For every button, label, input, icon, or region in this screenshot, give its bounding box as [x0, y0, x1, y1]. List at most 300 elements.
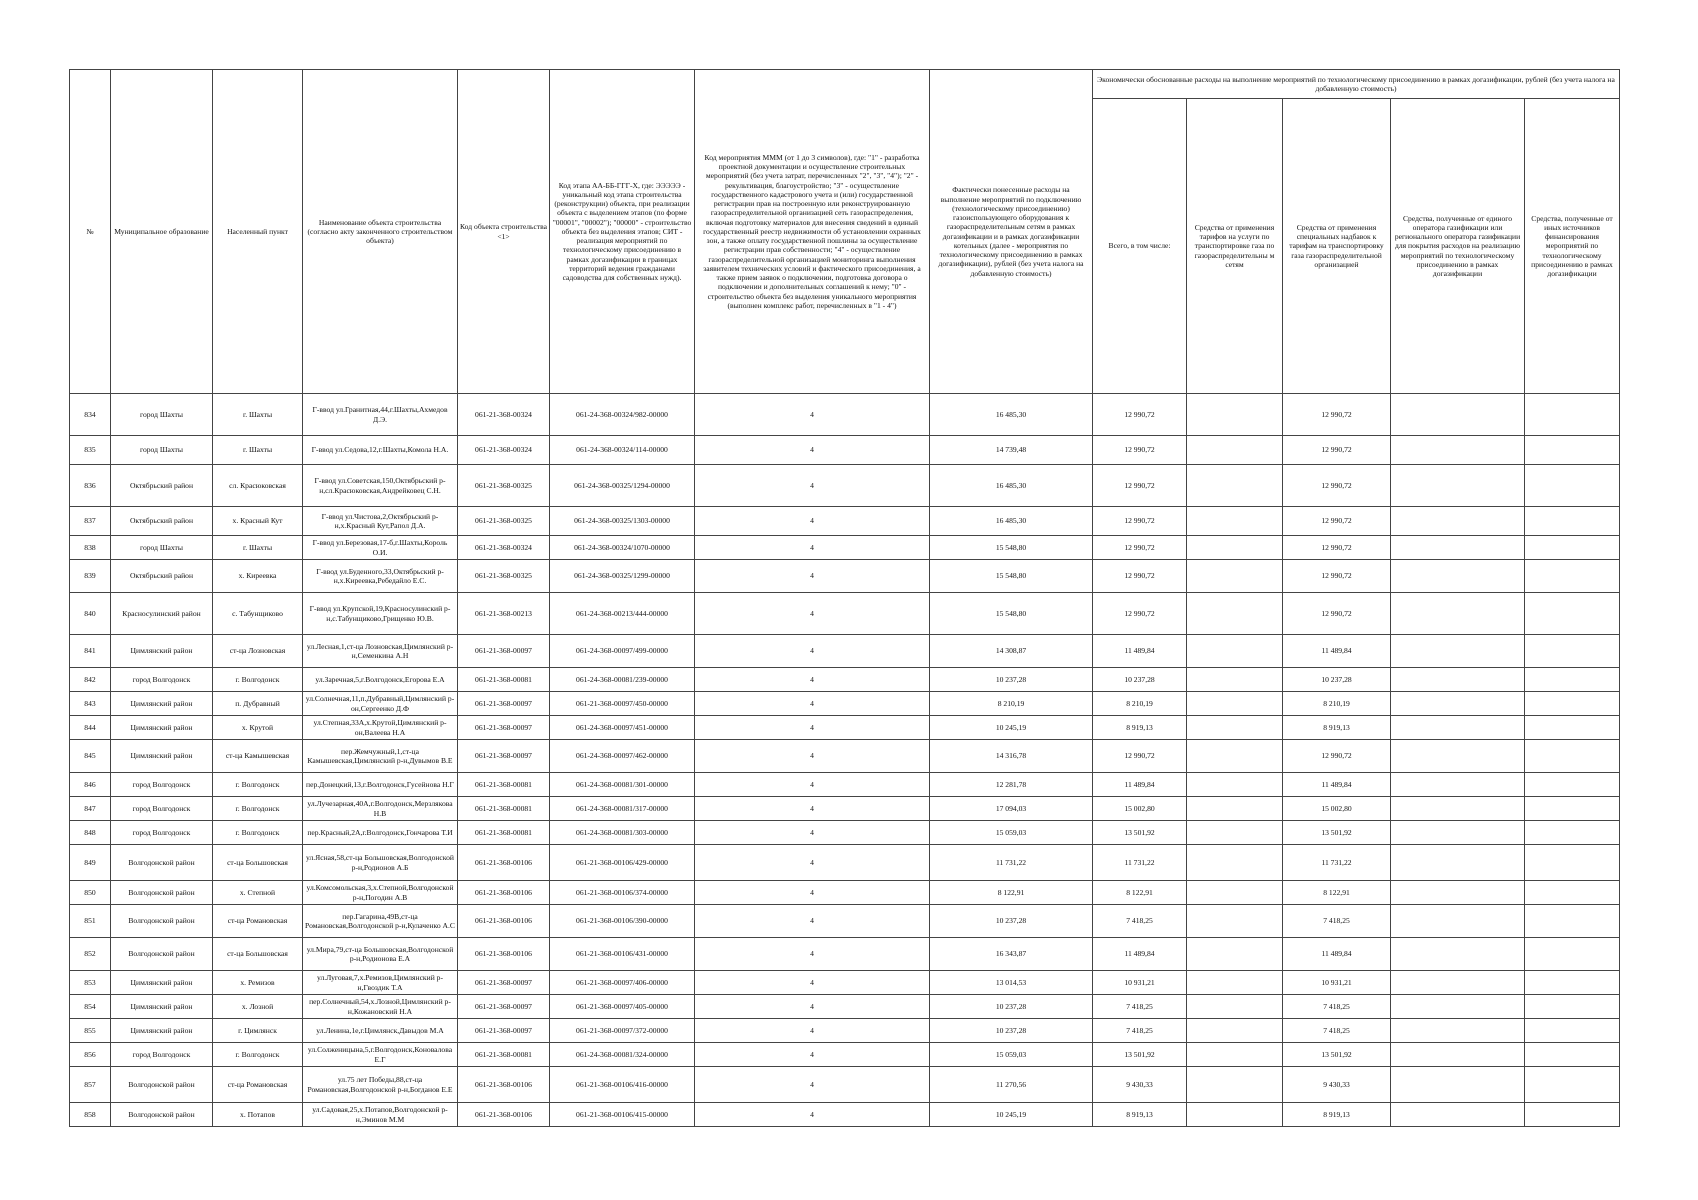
table-row [70, 938, 1620, 971]
cell-object-name: Г-ввод ул.Крупской,19,Красносулинский р-н,с.Табунщиково,Грищенко Ю.В. [303, 593, 458, 635]
table-row [70, 593, 1620, 635]
cell-tariff-funds [1187, 797, 1283, 821]
cell-special-surcharge: 7 418,25 [1283, 905, 1391, 938]
cell-other-sources [1525, 1043, 1620, 1067]
cell-operator-funds [1391, 507, 1525, 536]
table-row [70, 465, 1620, 507]
cell-activity-code: 4 [695, 797, 930, 821]
cell-special-surcharge: 12 990,72 [1283, 560, 1391, 593]
cell-object-name: ул.Мира,79,ст-ца Большовская,Волгодонской р-н,Родионова Е.А [303, 938, 458, 971]
cell-special-surcharge: 11 489,84 [1283, 635, 1391, 668]
table-row [70, 692, 1620, 716]
cell-other-sources [1525, 1067, 1620, 1103]
cell-special-surcharge: 13 501,92 [1283, 821, 1391, 845]
cell-num: 848 [70, 821, 111, 845]
cell-other-sources [1525, 465, 1620, 507]
cell-locality: ст-ца Большовская [213, 845, 303, 881]
cell-num: 841 [70, 635, 111, 668]
cell-tariff-funds [1187, 773, 1283, 797]
cell-stage-code: 061-24-368-00324/982-00000 [550, 394, 695, 436]
cell-municipality: Волгодонской район [111, 1103, 213, 1127]
cell-locality: х. Лозной [213, 995, 303, 1019]
cell-stage-code: 061-21-368-00106/374-00000 [550, 881, 695, 905]
cell-object-name: ул.Лесная,1,ст-ца Лозновская,Цимлянский р-н,Семенкина А.Н [303, 635, 458, 668]
cell-special-surcharge: 12 990,72 [1283, 436, 1391, 465]
cell-num: 842 [70, 668, 111, 692]
cell-other-sources [1525, 881, 1620, 905]
cell-object-code: 061-21-368-00097 [458, 740, 550, 773]
cell-tariff-funds [1187, 465, 1283, 507]
table-row [70, 821, 1620, 845]
cell-object-code: 061-21-368-00213 [458, 593, 550, 635]
cell-municipality: город Шахты [111, 436, 213, 465]
header-economic-group: Экономически обоснованные расходы на выполнение мероприятий по технологическому присоединению в рамках догазификации, рублей (без учета налога на добавленную стоимость) [1093, 70, 1620, 99]
cell-activity-code: 4 [695, 668, 930, 692]
cell-operator-funds [1391, 1067, 1525, 1103]
cell-special-surcharge: 10 931,21 [1283, 971, 1391, 995]
cell-special-surcharge: 12 990,72 [1283, 394, 1391, 436]
cell-operator-funds [1391, 716, 1525, 740]
cell-other-sources [1525, 995, 1620, 1019]
cell-actual-costs: 14 316,78 [930, 740, 1093, 773]
cell-object-name: пер.Донецкий,13,г.Волгодонск,Гусейнова Н.Г [303, 773, 458, 797]
cell-actual-costs: 16 485,30 [930, 394, 1093, 436]
cell-activity-code: 4 [695, 692, 930, 716]
cell-operator-funds [1391, 740, 1525, 773]
cell-operator-funds [1391, 881, 1525, 905]
cell-municipality: город Шахты [111, 394, 213, 436]
cell-other-sources [1525, 635, 1620, 668]
cell-tariff-funds [1187, 593, 1283, 635]
cell-object-code: 061-21-368-00097 [458, 635, 550, 668]
cell-locality: г. Волгодонск [213, 821, 303, 845]
table-row [70, 560, 1620, 593]
cell-other-sources [1525, 536, 1620, 560]
cell-object-code: 061-21-368-00081 [458, 773, 550, 797]
cell-locality: г. Волгодонск [213, 773, 303, 797]
cell-stage-code: 061-21-368-00106/390-00000 [550, 905, 695, 938]
cell-special-surcharge: 11 489,84 [1283, 938, 1391, 971]
table-row [70, 716, 1620, 740]
table-row [70, 536, 1620, 560]
cell-municipality: Красносулинский район [111, 593, 213, 635]
cell-object-name: ул.Заречная,5,г.Волгодонск,Егорова Е.А [303, 668, 458, 692]
cell-activity-code: 4 [695, 536, 930, 560]
cell-operator-funds [1391, 797, 1525, 821]
cell-num: 854 [70, 995, 111, 1019]
cell-activity-code: 4 [695, 716, 930, 740]
cell-municipality: Цимлянский район [111, 971, 213, 995]
cell-total: 8 919,13 [1093, 1103, 1187, 1127]
cell-municipality: Цимлянский район [111, 995, 213, 1019]
cell-stage-code: 061-24-368-00325/1303-00000 [550, 507, 695, 536]
cell-total: 12 990,72 [1093, 465, 1187, 507]
table-row [70, 905, 1620, 938]
cell-municipality: Волгодонской район [111, 905, 213, 938]
cell-total: 12 990,72 [1093, 436, 1187, 465]
table-row [70, 971, 1620, 995]
cell-stage-code: 061-24-368-00325/1294-00000 [550, 465, 695, 507]
cell-municipality: город Волгодонск [111, 821, 213, 845]
cell-total: 10 931,21 [1093, 971, 1187, 995]
cell-locality: х. Киреевка [213, 560, 303, 593]
cell-other-sources [1525, 1103, 1620, 1127]
table-row [70, 740, 1620, 773]
cell-total: 8 919,13 [1093, 716, 1187, 740]
cell-actual-costs: 10 237,28 [930, 905, 1093, 938]
cell-activity-code: 4 [695, 1043, 930, 1067]
cell-tariff-funds [1187, 560, 1283, 593]
cell-municipality: Октябрьский район [111, 560, 213, 593]
cell-locality: х. Потапов [213, 1103, 303, 1127]
cell-tariff-funds [1187, 635, 1283, 668]
cell-total: 11 489,84 [1093, 938, 1187, 971]
cell-actual-costs: 11 270,56 [930, 1067, 1093, 1103]
cell-object-name: ул.Лучезарная,40А,г.Волгодонск,Мерзлякова Н.В [303, 797, 458, 821]
cell-actual-costs: 14 308,87 [930, 635, 1093, 668]
cell-municipality: Цимлянский район [111, 635, 213, 668]
cell-municipality: Цимлянский район [111, 740, 213, 773]
cell-locality: ст-ца Романовская [213, 905, 303, 938]
cell-special-surcharge: 12 990,72 [1283, 593, 1391, 635]
cell-tariff-funds [1187, 1043, 1283, 1067]
cell-object-code: 061-21-368-00081 [458, 797, 550, 821]
cell-locality: г. Шахты [213, 436, 303, 465]
table-row [70, 995, 1620, 1019]
cell-object-code: 061-21-368-00097 [458, 1019, 550, 1043]
cell-activity-code: 4 [695, 938, 930, 971]
cell-object-name: ул.Солнечная,11,п.Дубравный,Цимлянский р-он,Сергеенко Д.Ф [303, 692, 458, 716]
header-total: Всего, в том числе: [1093, 99, 1187, 394]
cell-object-name: Г-ввод ул.Седова,12,г.Шахты,Комола Н.А. [303, 436, 458, 465]
cell-stage-code: 061-24-368-00325/1299-00000 [550, 560, 695, 593]
cell-total: 13 501,92 [1093, 1043, 1187, 1067]
cell-operator-funds [1391, 436, 1525, 465]
cell-tariff-funds [1187, 436, 1283, 465]
cell-actual-costs: 11 731,22 [930, 845, 1093, 881]
cell-activity-code: 4 [695, 995, 930, 1019]
cell-stage-code: 061-24-368-00324/1070-00000 [550, 536, 695, 560]
header-row-top [70, 70, 1620, 99]
cell-locality: х. Красный Кут [213, 507, 303, 536]
cell-special-surcharge: 9 430,33 [1283, 1067, 1391, 1103]
cell-tariff-funds [1187, 905, 1283, 938]
cell-tariff-funds [1187, 1019, 1283, 1043]
table-row [70, 1043, 1620, 1067]
cell-object-name: ул.Луговая,7,х.Ремизов,Цимлянский р-н,Гвоздик Т.А [303, 971, 458, 995]
cell-num: 837 [70, 507, 111, 536]
cell-municipality: Цимлянский район [111, 692, 213, 716]
cell-object-code: 061-21-368-00097 [458, 692, 550, 716]
cell-object-name: ул.Ленина,1е,г.Цимлянск,Давыдов М.А [303, 1019, 458, 1043]
table-row [70, 635, 1620, 668]
cell-total: 12 990,72 [1093, 560, 1187, 593]
cell-num: 843 [70, 692, 111, 716]
cell-tariff-funds [1187, 507, 1283, 536]
cell-municipality: город Волгодонск [111, 773, 213, 797]
cell-total: 7 418,25 [1093, 1019, 1187, 1043]
cell-total: 10 237,28 [1093, 668, 1187, 692]
cell-other-sources [1525, 971, 1620, 995]
cell-activity-code: 4 [695, 436, 930, 465]
cell-operator-funds [1391, 905, 1525, 938]
cell-municipality: город Волгодонск [111, 668, 213, 692]
cell-municipality: Цимлянский район [111, 1019, 213, 1043]
cell-activity-code: 4 [695, 593, 930, 635]
cell-num: 852 [70, 938, 111, 971]
cell-tariff-funds [1187, 821, 1283, 845]
cell-num: 840 [70, 593, 111, 635]
cell-operator-funds [1391, 1019, 1525, 1043]
cell-locality: п. Дубравный [213, 692, 303, 716]
cell-special-surcharge: 15 002,80 [1283, 797, 1391, 821]
cell-other-sources [1525, 845, 1620, 881]
cell-tariff-funds [1187, 692, 1283, 716]
cell-total: 11 489,84 [1093, 635, 1187, 668]
cell-object-code: 061-21-368-00325 [458, 507, 550, 536]
cell-special-surcharge: 11 731,22 [1283, 845, 1391, 881]
cell-activity-code: 4 [695, 1067, 930, 1103]
cell-other-sources [1525, 716, 1620, 740]
cell-operator-funds [1391, 593, 1525, 635]
header-num: № [70, 70, 111, 394]
cell-stage-code: 061-24-368-00081/301-00000 [550, 773, 695, 797]
cell-activity-code: 4 [695, 881, 930, 905]
cell-activity-code: 4 [695, 394, 930, 436]
cell-municipality: Цимлянский район [111, 716, 213, 740]
cell-num: 845 [70, 740, 111, 773]
cell-tariff-funds [1187, 1067, 1283, 1103]
cell-num: 846 [70, 773, 111, 797]
cell-num: 834 [70, 394, 111, 436]
cell-object-code: 061-21-368-00324 [458, 394, 550, 436]
header-operator-funds: Средства, полученные от единого оператора газификации или регионального оператора газификации для покрытия расходов на реализацию мероприятий по технологическому присоединению в рамках догазификации [1391, 99, 1525, 394]
cell-actual-costs: 10 237,28 [930, 668, 1093, 692]
cell-object-code: 061-21-368-00324 [458, 436, 550, 465]
cell-actual-costs: 15 548,80 [930, 560, 1093, 593]
cell-operator-funds [1391, 1103, 1525, 1127]
cell-operator-funds [1391, 394, 1525, 436]
data-table [69, 69, 1620, 1127]
cell-stage-code: 061-24-368-00081/324-00000 [550, 1043, 695, 1067]
cell-municipality: город Волгодонск [111, 797, 213, 821]
table-row [70, 436, 1620, 465]
cell-total: 7 418,25 [1093, 995, 1187, 1019]
cell-total: 8 210,19 [1093, 692, 1187, 716]
cell-other-sources [1525, 938, 1620, 971]
cell-object-name: ул.Ясная,58,ст-ца Большовская,Волгодонской р-н,Родионов А.Б [303, 845, 458, 881]
table-row [70, 1067, 1620, 1103]
cell-activity-code: 4 [695, 740, 930, 773]
cell-num: 844 [70, 716, 111, 740]
table-row [70, 881, 1620, 905]
cell-object-code: 061-21-368-00097 [458, 995, 550, 1019]
cell-special-surcharge: 11 489,84 [1283, 773, 1391, 797]
cell-actual-costs: 16 485,30 [930, 507, 1093, 536]
cell-object-name: Г-ввод ул.Гранитная,44,г.Шахты,Ахмедов Д.Э. [303, 394, 458, 436]
table-row [70, 773, 1620, 797]
cell-actual-costs: 8 210,19 [930, 692, 1093, 716]
cell-object-name: Г-ввод ул.Чистова,2,Октябрьский р-н,х.Красный Кут,Рапол Д.А. [303, 507, 458, 536]
cell-object-code: 061-21-368-00106 [458, 845, 550, 881]
cell-tariff-funds [1187, 845, 1283, 881]
header-special-surcharge: Средства от применения специальных надбавок к тарифам на транспортировку газа газораспределительной организацией [1283, 99, 1391, 394]
cell-municipality: Волгодонской район [111, 938, 213, 971]
cell-total: 13 501,92 [1093, 821, 1187, 845]
cell-activity-code: 4 [695, 1103, 930, 1127]
cell-locality: х. Степной [213, 881, 303, 905]
cell-special-surcharge: 12 990,72 [1283, 740, 1391, 773]
cell-activity-code: 4 [695, 773, 930, 797]
cell-object-code: 061-21-368-00081 [458, 1043, 550, 1067]
cell-other-sources [1525, 692, 1620, 716]
cell-operator-funds [1391, 465, 1525, 507]
cell-num: 836 [70, 465, 111, 507]
cell-other-sources [1525, 905, 1620, 938]
cell-locality: г. Шахты [213, 394, 303, 436]
cell-object-name: ул.Садовая,25,х.Потапов,Волгодонской р-н,Эминов М.М [303, 1103, 458, 1127]
cell-operator-funds [1391, 536, 1525, 560]
cell-total: 12 990,72 [1093, 536, 1187, 560]
cell-stage-code: 061-21-368-00106/415-00000 [550, 1103, 695, 1127]
cell-object-name: ул.Солженицына,5,г.Волгодонск,Коновалова Е.Г [303, 1043, 458, 1067]
cell-actual-costs: 14 739,48 [930, 436, 1093, 465]
header-locality: Населенный пункт [213, 70, 303, 394]
cell-total: 12 990,72 [1093, 394, 1187, 436]
cell-total: 15 002,80 [1093, 797, 1187, 821]
cell-object-name: пер.Солнечный,54,х.Лозной,Цимлянский р-н,Кожановский Н.А [303, 995, 458, 1019]
cell-activity-code: 4 [695, 635, 930, 668]
cell-actual-costs: 8 122,91 [930, 881, 1093, 905]
cell-object-name: пер.Жемчужный,1,ст-ца Камышевская,Цимлянский р-н,Дувымов В.Е [303, 740, 458, 773]
cell-other-sources [1525, 740, 1620, 773]
cell-num: 858 [70, 1103, 111, 1127]
cell-locality: х. Ремизов [213, 971, 303, 995]
cell-other-sources [1525, 773, 1620, 797]
cell-actual-costs: 10 237,28 [930, 995, 1093, 1019]
cell-tariff-funds [1187, 668, 1283, 692]
cell-locality: ст-ца Романовская [213, 1067, 303, 1103]
cell-actual-costs: 15 548,80 [930, 593, 1093, 635]
cell-locality: ст-ца Большовская [213, 938, 303, 971]
cell-total: 11 731,22 [1093, 845, 1187, 881]
cell-locality: г. Цимлянск [213, 1019, 303, 1043]
cell-stage-code: 061-24-368-00081/317-00000 [550, 797, 695, 821]
cell-operator-funds [1391, 692, 1525, 716]
cell-operator-funds [1391, 635, 1525, 668]
cell-object-code: 061-21-368-00106 [458, 938, 550, 971]
table-row [70, 668, 1620, 692]
cell-stage-code: 061-24-368-00097/462-00000 [550, 740, 695, 773]
cell-stage-code: 061-24-368-00081/239-00000 [550, 668, 695, 692]
cell-num: 847 [70, 797, 111, 821]
cell-total: 12 990,72 [1093, 593, 1187, 635]
cell-activity-code: 4 [695, 971, 930, 995]
cell-municipality: Волгодонской район [111, 1067, 213, 1103]
cell-activity-code: 4 [695, 1019, 930, 1043]
table-row [70, 845, 1620, 881]
cell-actual-costs: 16 343,87 [930, 938, 1093, 971]
cell-other-sources [1525, 668, 1620, 692]
cell-actual-costs: 10 245,19 [930, 1103, 1093, 1127]
cell-num: 835 [70, 436, 111, 465]
cell-locality: сл. Красюковская [213, 465, 303, 507]
cell-object-code: 061-21-368-00097 [458, 716, 550, 740]
cell-object-name: ул.Комсомольская,3,х.Степной,Волгодонской р-н,Погодин А.В [303, 881, 458, 905]
cell-num: 855 [70, 1019, 111, 1043]
cell-activity-code: 4 [695, 905, 930, 938]
cell-num: 838 [70, 536, 111, 560]
cell-stage-code: 061-21-368-00106/429-00000 [550, 845, 695, 881]
cell-municipality: Октябрьский район [111, 507, 213, 536]
header-stage-code: Код этапа АА-ББ-ГГГ-Х, где: ЭЭЭЭЭ - уникальный код этапа строительства (реконструкции) объекта, при реализации объекта с выделением этапов (по форме "00001", "00002"); "00000" - строительство объекта без выделения этапов; СИТ - реализация мероприятий по технологическому присоединению в рамках догазификации в границах территорий ведения гражданами садоводства для собственных нужд). [550, 70, 695, 394]
cell-actual-costs: 17 094,03 [930, 797, 1093, 821]
cell-other-sources [1525, 394, 1620, 436]
cell-activity-code: 4 [695, 821, 930, 845]
cell-num: 851 [70, 905, 111, 938]
cell-object-name: ул.75 лет Победы,88,ст-ца Романовская,Волгодонской р-н,Богданов Е.Е [303, 1067, 458, 1103]
cell-operator-funds [1391, 845, 1525, 881]
cell-num: 857 [70, 1067, 111, 1103]
cell-object-code: 061-21-368-00106 [458, 1067, 550, 1103]
cell-activity-code: 4 [695, 845, 930, 881]
cell-num: 856 [70, 1043, 111, 1067]
cell-object-code: 061-21-368-00325 [458, 465, 550, 507]
header-actual-costs: Фактически понесенные расходы на выполнение мероприятий по подключению (технологическому присоединению) газоиспользующего оборудования к газораспределительным сетям в рамках догазификации и в рамках догазификации котельных (далее - мероприятия по технологическому присоединению в рамках догазификации), рублей (без учета налога на добавленную стоимость) [930, 70, 1093, 394]
header-object-name: Наименование объекта строительства (согласно акту законченного строительством объекта) [303, 70, 458, 394]
cell-locality: ст-ца Лозновская [213, 635, 303, 668]
cell-stage-code: 061-24-368-00081/303-00000 [550, 821, 695, 845]
cell-special-surcharge: 12 990,72 [1283, 536, 1391, 560]
cell-stage-code: 061-21-368-00106/431-00000 [550, 938, 695, 971]
cell-special-surcharge: 13 501,92 [1283, 1043, 1391, 1067]
header-municipality: Муниципальное образование [111, 70, 213, 394]
cell-locality: г. Шахты [213, 536, 303, 560]
cell-other-sources [1525, 821, 1620, 845]
cell-activity-code: 4 [695, 507, 930, 536]
cell-special-surcharge: 12 990,72 [1283, 465, 1391, 507]
cell-tariff-funds [1187, 740, 1283, 773]
cell-object-code: 061-21-368-00081 [458, 821, 550, 845]
cell-municipality: Октябрьский район [111, 465, 213, 507]
cell-actual-costs: 12 281,78 [930, 773, 1093, 797]
cell-object-code: 061-21-368-00325 [458, 560, 550, 593]
cell-tariff-funds [1187, 536, 1283, 560]
cell-special-surcharge: 7 418,25 [1283, 995, 1391, 1019]
cell-tariff-funds [1187, 938, 1283, 971]
cell-actual-costs: 10 237,28 [930, 1019, 1093, 1043]
table-row [70, 1019, 1620, 1043]
cell-total: 8 122,91 [1093, 881, 1187, 905]
cell-object-name: Г-ввод ул.Буденного,33,Октябрьский р-н,х.Киреевка,Ребедайло Е.С. [303, 560, 458, 593]
cell-special-surcharge: 8 122,91 [1283, 881, 1391, 905]
cell-special-surcharge: 8 919,13 [1283, 1103, 1391, 1127]
cell-operator-funds [1391, 938, 1525, 971]
cell-stage-code: 061-24-368-00213/444-00000 [550, 593, 695, 635]
cell-operator-funds [1391, 971, 1525, 995]
cell-special-surcharge: 8 210,19 [1283, 692, 1391, 716]
table-body [70, 394, 1620, 1127]
cell-total: 7 418,25 [1093, 905, 1187, 938]
cell-total: 12 990,72 [1093, 507, 1187, 536]
cell-locality: г. Волгодонск [213, 668, 303, 692]
cell-tariff-funds [1187, 394, 1283, 436]
header-object-code: Код объекта строительства <1> [458, 70, 550, 394]
cell-activity-code: 4 [695, 465, 930, 507]
header-activity-code: Код мероприятия ММM (от 1 до 3 символов), где: "1" - разработка проектной документации и осуществление строительных мероприятий (без учета затрат, перечисленных "2", "3", "4"); "2" - рекультивация, благоустройство; "3" - осуществление государственного кадастрового учета и (или) государственной регистрации прав на построенную или реконструированную газораспределительной организацией сеть газораспределения, включая подготовку материалов для внесения сведений в единый государственный реестр недвижимости об установлении охранных зон, а также оплату государственной пошлины за осуществление регистрации прав собственности; "4" - осуществление газораспределительной организацией мониторинга выполнения заявителем технических условий и фактического присоединения, а также прием заявок о подключении, подготовка договора о подключении и дополнительных соглашений к нему; "0" - строительство объекта без выделения уникального мероприятия (выполнен комплекс работ, перечисленных в "1 - 4") [695, 70, 930, 394]
table-row [70, 797, 1620, 821]
cell-tariff-funds [1187, 971, 1283, 995]
